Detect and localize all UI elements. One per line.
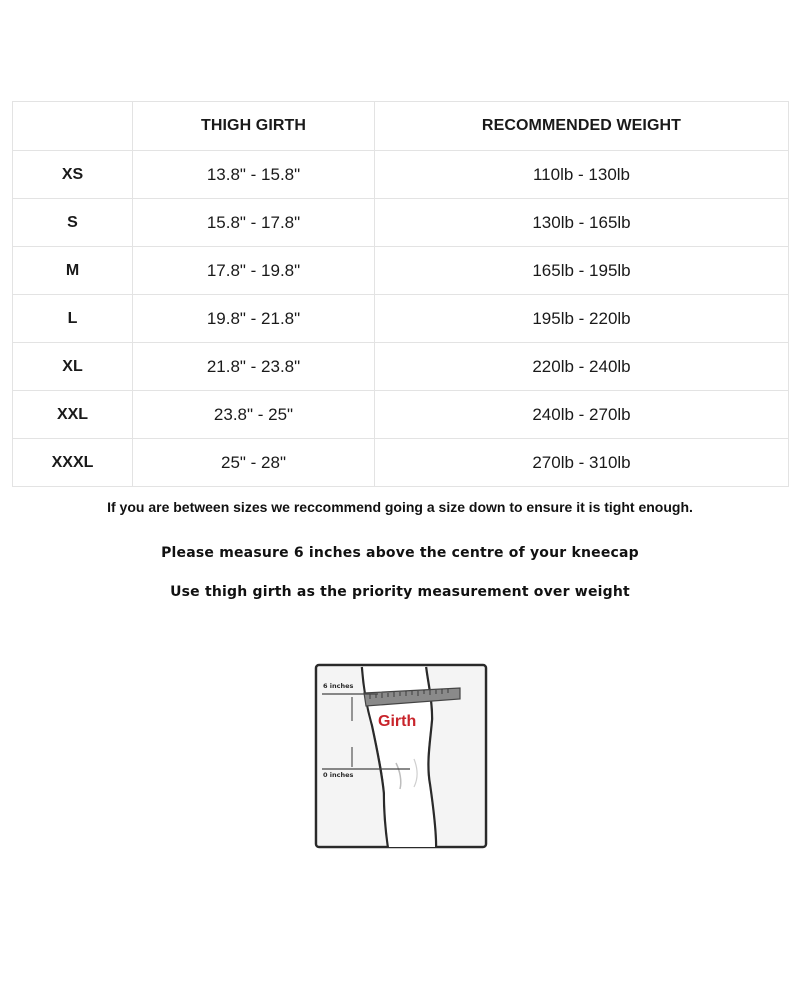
girth-cell: 25" - 28"	[133, 439, 375, 487]
table-row	[13, 151, 789, 199]
weight-cell: 110lb - 130lb	[375, 151, 789, 199]
table-row	[13, 247, 789, 295]
weight-cell: 195lb - 220lb	[375, 295, 789, 343]
table-row	[13, 199, 789, 247]
measure-instruction: Please measure 6 inches above the centre of your kneecap	[161, 545, 639, 561]
table-header-row	[13, 102, 789, 151]
girth-cell: 13.8" - 15.8"	[133, 151, 375, 199]
header-thigh-girth: THIGH GIRTH	[133, 102, 375, 151]
zero-inches-label: 0 inches	[323, 771, 354, 779]
table-row	[13, 439, 789, 487]
girth-label: Girth	[378, 713, 417, 730]
girth-cell: 15.8" - 17.8"	[133, 199, 375, 247]
weight-cell: 270lb - 310lb	[375, 439, 789, 487]
size-chart-table	[12, 101, 789, 487]
size-cell: XXL	[13, 391, 133, 439]
weight-cell: 220lb - 240lb	[375, 343, 789, 391]
thigh-diagram-svg	[314, 663, 488, 849]
priority-instruction: Use thigh girth as the priority measurement over weight	[170, 584, 630, 600]
size-cell: XS	[13, 151, 133, 199]
size-cell: L	[13, 295, 133, 343]
weight-cell: 165lb - 195lb	[375, 247, 789, 295]
six-inches-label: 6 inches	[323, 682, 354, 690]
size-cell: XL	[13, 343, 133, 391]
table-row	[13, 391, 789, 439]
header-recommended-weight: RECOMMENDED WEIGHT	[375, 102, 789, 151]
girth-cell: 23.8" - 25"	[133, 391, 375, 439]
size-cell: S	[13, 199, 133, 247]
girth-cell: 17.8" - 19.8"	[133, 247, 375, 295]
size-cell: XXXL	[13, 439, 133, 487]
between-sizes-note: If you are between sizes we reccommend going a size down to ensure it is tight enough.	[107, 499, 693, 515]
girth-cell: 19.8" - 21.8"	[133, 295, 375, 343]
thigh-measurement-diagram	[314, 663, 488, 849]
weight-cell: 130lb - 165lb	[375, 199, 789, 247]
table-row	[13, 343, 789, 391]
weight-cell: 240lb - 270lb	[375, 391, 789, 439]
table-row	[13, 295, 789, 343]
header-size	[13, 102, 133, 151]
size-cell: M	[13, 247, 133, 295]
girth-cell: 21.8" - 23.8"	[133, 343, 375, 391]
